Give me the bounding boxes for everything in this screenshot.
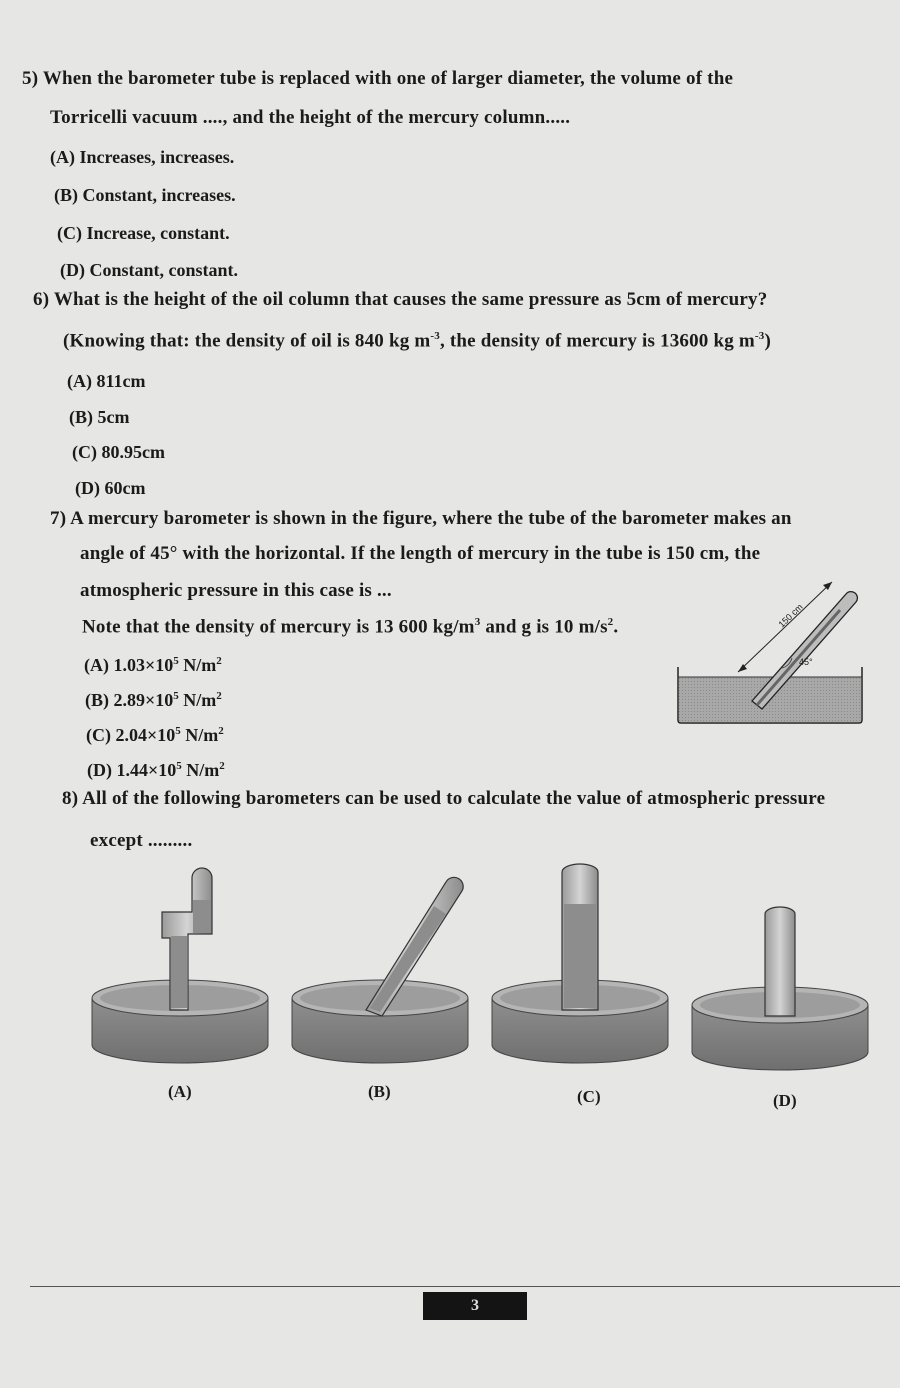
- q8-label-c: (C): [577, 1087, 601, 1106]
- q6-exponent-2: -3: [754, 330, 765, 342]
- barometer-c: [492, 864, 668, 1063]
- barometer-b: [292, 877, 468, 1063]
- q6-line2-part-b: , the density of mercury is 13600 kg m: [439, 330, 755, 352]
- q6-option-b: (B) 5cm: [69, 407, 130, 427]
- q7-note-exponent-2: 2: [607, 616, 614, 628]
- q6-line2: [63, 330, 771, 352]
- q7-note-part-b: and g is 10 m/s: [480, 616, 608, 638]
- q7-option-a: [84, 655, 222, 676]
- q5-option-d: (D) Constant, constant.: [60, 260, 239, 280]
- q7-note: [82, 616, 618, 638]
- page-number: 3: [423, 1292, 527, 1320]
- q7-note-part-c: .: [613, 616, 619, 638]
- q7-inclined-barometer-figure: [670, 570, 870, 730]
- q7-option-d-unit: N/m: [181, 760, 220, 780]
- q8-label-a: (A): [168, 1082, 192, 1101]
- q7-option-c-unit: N/m: [180, 725, 219, 745]
- q7-line2: angle of 45° with the horizontal. If the length of mercury in the tube is 150 cm, the: [80, 543, 761, 564]
- q7-option-d-exp: 5: [176, 760, 182, 772]
- q7-option-b: [85, 690, 222, 711]
- q7-option-d-unit-exp: 2: [219, 760, 225, 772]
- q6-line2-part-a: (Knowing that: the density of oil is 840 kg m: [63, 330, 431, 352]
- q5-line1: 5) When the barometer tube is replaced with one of larger diameter, the volume of the: [22, 68, 734, 89]
- length-label: 150 cm: [776, 601, 805, 630]
- q6-option-c: (C) 80.95cm: [72, 442, 165, 462]
- q7-option-d-value: (D) 1.44×10: [87, 760, 177, 780]
- q8-label-d: (D): [773, 1091, 797, 1110]
- q6-option-a: (A) 811cm: [67, 371, 146, 391]
- q8-line1: 8) All of the following barometers can be used to calculate the value of atmospheric pressure: [62, 788, 826, 809]
- q5-option-c: (C) Increase, constant.: [57, 223, 230, 243]
- q7-option-c: [86, 725, 224, 746]
- q6-option-d: (D) 60cm: [75, 478, 146, 498]
- q7-option-a-unit-exp: 2: [216, 655, 222, 667]
- q6-line1: 6) What is the height of the oil column that causes the same pressure as 5cm of mercury?: [33, 289, 768, 310]
- angle-label: 45°: [799, 657, 813, 667]
- q7-option-d: [87, 760, 225, 781]
- q6-exponent-1: -3: [430, 330, 440, 342]
- barometer-d: [692, 907, 868, 1070]
- q7-option-b-value: (B) 2.89×10: [85, 690, 174, 710]
- q5-option-a: (A) Increases, increases.: [50, 147, 235, 167]
- q7-option-b-unit: N/m: [178, 690, 217, 710]
- q8-barometers-figure: [80, 860, 880, 1080]
- q7-option-b-exp: 5: [173, 690, 179, 702]
- q7-line1: 7) A mercury barometer is shown in the figure, where the tube of the barometer makes an: [50, 508, 792, 529]
- q8-line2: except .........: [90, 830, 193, 851]
- q7-option-a-value: (A) 1.03×10: [84, 655, 174, 675]
- footer-rule: [30, 1286, 900, 1287]
- q7-note-part-a: Note that the density of mercury is 13 600 kg/m: [82, 616, 475, 638]
- q7-option-b-unit-exp: 2: [216, 690, 222, 702]
- q7-option-a-exp: 5: [173, 655, 179, 667]
- q5-line2: Torricelli vacuum ...., and the height of the mercury column.....: [50, 107, 571, 128]
- q6-line2-part-c: ): [764, 330, 771, 352]
- q7-option-c-unit-exp: 2: [218, 725, 224, 737]
- q7-option-c-value: (C) 2.04×10: [86, 725, 176, 745]
- barometer-a: [92, 868, 268, 1063]
- q7-line3: atmospheric pressure in this case is ...: [80, 580, 392, 601]
- q7-option-c-exp: 5: [175, 725, 181, 737]
- q7-option-a-unit: N/m: [178, 655, 217, 675]
- q5-option-b: (B) Constant, increases.: [54, 185, 236, 205]
- q7-note-exponent-1: 3: [474, 616, 481, 628]
- q8-label-b: (B): [368, 1082, 391, 1101]
